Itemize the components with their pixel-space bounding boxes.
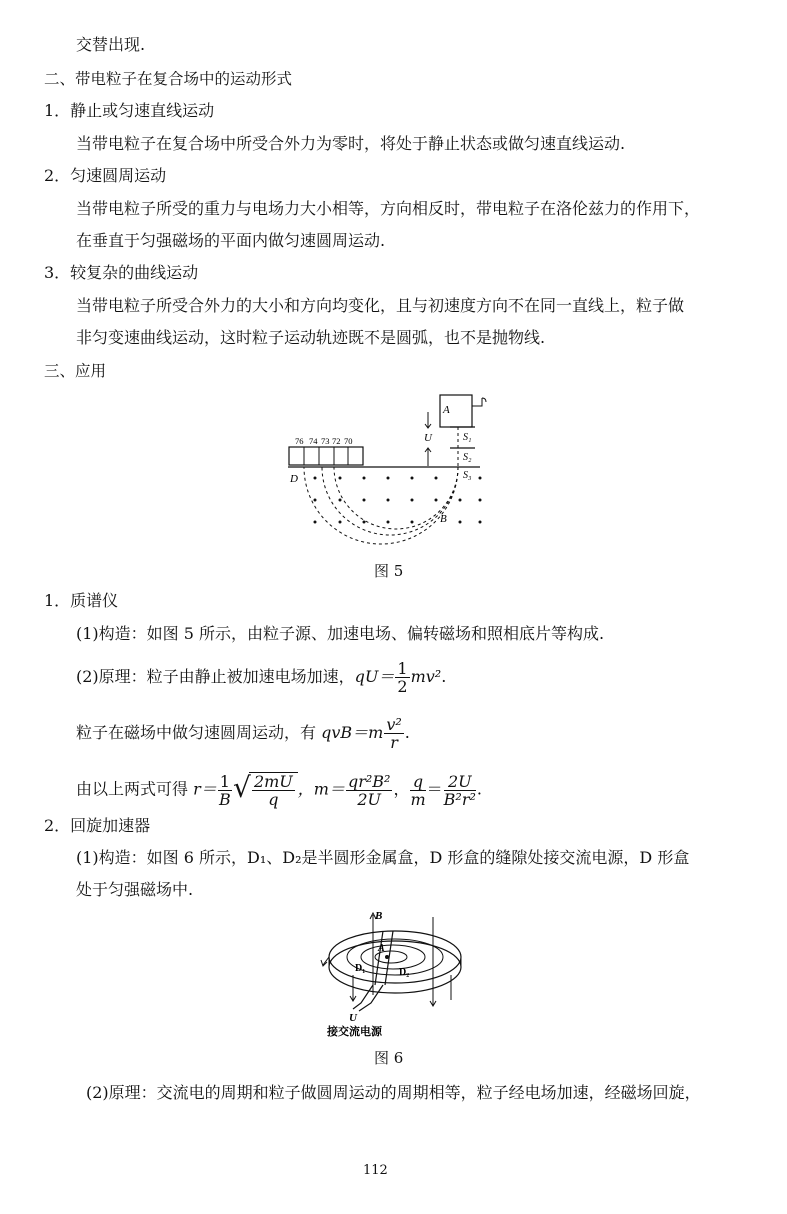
- text-line: 当带电粒子所受合外力的大小和方向均变化，且与初速度方向不在同一直线上，粒子做: [76, 296, 685, 315]
- text-run: .: [476, 779, 482, 799]
- text-line: 交替出现.: [76, 35, 146, 54]
- fraction-numerator: 1: [219, 771, 230, 791]
- plate-number: 76: [295, 436, 304, 446]
- label-S1: S₁: [463, 432, 472, 443]
- text-run: (2)原理：粒子由静止被加速电场加速，: [76, 667, 355, 686]
- trajectory: [322, 467, 458, 535]
- figure-caption: 图 5: [374, 562, 404, 580]
- section-heading: 二、带电粒子在复合场中的运动形式: [44, 70, 293, 88]
- text-run: 粒子在磁场中做匀速圆周运动，有: [76, 723, 322, 742]
- fraction: [410, 773, 425, 808]
- text-line: (1)构造：如图 6 所示，D₁、D₂是半圆形金属盒，D 形盒的缝隙处接交流电源，D 形盒: [76, 848, 690, 867]
- math-run: ，m＝: [297, 779, 345, 799]
- item-heading: 2．回旋加速器: [44, 816, 151, 835]
- fraction: [395, 660, 409, 695]
- section-heading: 三、应用: [44, 362, 107, 380]
- label-D2: D₂: [399, 967, 410, 978]
- fraction-denominator: 2U: [357, 789, 382, 809]
- fraction-numerator: qr²B²: [347, 771, 391, 791]
- text-line: 当带电粒子在复合场中所受合外力为零时，将处于静止状态或做匀速直线运动.: [76, 134, 626, 153]
- plate-number: 70: [344, 436, 353, 446]
- label-U: U: [349, 1012, 357, 1024]
- gap-edge: [375, 931, 383, 985]
- magnetic-field-dots: [314, 477, 482, 524]
- label-ac-source: 接交流电源: [327, 1026, 382, 1038]
- label-S3: S₃: [463, 470, 472, 481]
- plate-number: 72: [332, 436, 341, 446]
- label-S2: S₂: [463, 452, 472, 463]
- label-B: B: [375, 910, 383, 922]
- text-run: .: [404, 723, 410, 742]
- equation-line: [76, 660, 446, 695]
- math-run: qU＝: [354, 667, 395, 686]
- equation-line: [76, 772, 482, 808]
- fraction: [384, 716, 403, 751]
- fraction-numerator: q: [410, 773, 425, 791]
- fraction: [218, 773, 232, 808]
- item-heading: 2．匀速圆周运动: [44, 166, 167, 185]
- item-heading: 1．静止或匀速直线运动: [44, 101, 215, 120]
- mass-spectrometer-figure: [280, 390, 500, 550]
- fraction-numerator: v²: [386, 715, 402, 734]
- fraction-denominator: B²r²: [443, 789, 476, 809]
- page-number: 112: [363, 1163, 388, 1178]
- fraction-denominator: r: [390, 733, 398, 752]
- text-line: (2)原理：交流电的周期和粒子做圆周运动的周期相等，粒子经电场加速，经磁场回旋，: [86, 1083, 701, 1102]
- fraction-denominator: m: [410, 789, 426, 809]
- cyclotron-figure: [315, 905, 475, 1040]
- label-A: A: [443, 404, 450, 416]
- fraction-denominator: q: [268, 790, 279, 809]
- label-B: B: [440, 513, 447, 525]
- item-heading: 1．质谱仪: [44, 591, 119, 610]
- math-run: mv²: [410, 667, 442, 686]
- plate-number: 73: [321, 436, 330, 446]
- fraction: [346, 773, 392, 808]
- math-run: qvB＝m: [321, 723, 384, 742]
- item-heading: 3．较复杂的曲线运动: [44, 263, 199, 282]
- fraction: [252, 773, 295, 808]
- plate-numbers: [295, 436, 353, 446]
- text-line: 当带电粒子所受的重力与电场力大小相等，方向相反时，带电粒子在洛伦兹力的作用下，: [76, 199, 701, 218]
- text-line: (1)构造：如图 5 所示，由粒子源、加速电场、偏转磁场和照相底片等构成.: [76, 624, 605, 643]
- field-lines: [350, 913, 451, 1006]
- label-D1: D₁: [355, 963, 366, 974]
- fraction: [444, 773, 476, 808]
- fraction-numerator: 1: [397, 659, 408, 678]
- text-run: ，: [393, 779, 410, 799]
- label-D: D: [290, 473, 298, 485]
- source-lead: [472, 398, 482, 406]
- square-root: [233, 772, 298, 808]
- text-line: 处于匀强磁场中.: [76, 880, 194, 899]
- text-run: 由以上两式可得: [76, 779, 194, 799]
- photographic-plate: [289, 447, 363, 465]
- text-run: ＝: [426, 779, 443, 799]
- text-line: 非匀变速曲线运动，这时粒子运动轨迹既不是圆弧，也不是抛物线.: [76, 328, 546, 347]
- plate-number: 74: [309, 436, 318, 446]
- equation-line: [76, 716, 410, 751]
- label-A: A: [378, 943, 385, 954]
- text-line: 在垂直于匀强磁场的平面内做匀速圆周运动.: [76, 231, 386, 250]
- math-run: r＝: [193, 779, 217, 799]
- fraction-denominator: 2: [397, 677, 408, 696]
- fraction-numerator: 2U: [444, 773, 476, 791]
- figure-caption: 图 6: [374, 1049, 404, 1067]
- label-U: U: [424, 432, 432, 444]
- text-run: .: [441, 667, 447, 686]
- sqrt-sign: √: [232, 771, 251, 804]
- fraction-denominator: B: [218, 789, 231, 809]
- fraction-numerator: 2mU: [253, 772, 293, 791]
